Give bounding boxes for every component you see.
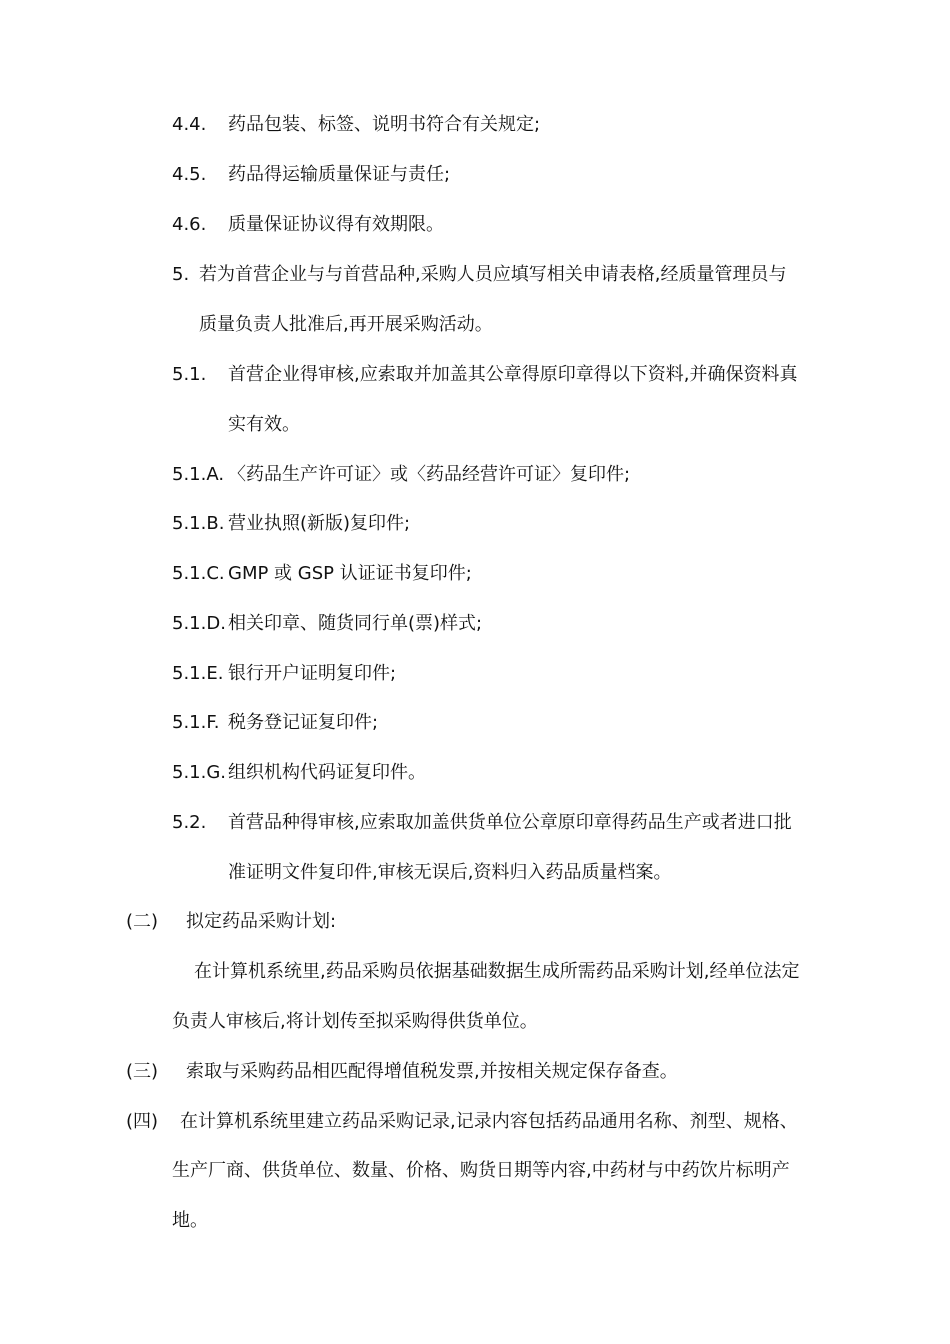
paragraph-text: 在计算机系统里,药品采购员依据基础数据生成所需药品采购计划,经单位法定 bbox=[194, 961, 800, 982]
item-text-continuation: 准证明文件复印件,审核无误后,资料归入药品质量档案。 bbox=[228, 862, 672, 883]
item-text: 首营品种得审核,应索取加盖供货单位公章原印章得药品生产或者进口批 bbox=[228, 812, 792, 833]
item-text: 营业执照(新版)复印件; bbox=[228, 513, 411, 534]
section-number: (四) bbox=[126, 1111, 159, 1132]
item-text: 组织机构代码证复印件。 bbox=[228, 762, 426, 783]
section-text-continuation: 生产厂商、供货单位、数量、价格、购货日期等内容,中药材与中药饮片标明产 bbox=[172, 1160, 790, 1181]
item-text: 药品得运输质量保证与责任; bbox=[228, 164, 451, 185]
item-text: 首营企业得审核,应索取并加盖其公章得原印章得以下资料,并确保资料真 bbox=[228, 364, 798, 385]
section-heading: 在计算机系统里建立药品采购记录,记录内容包括药品通用名称、剂型、规格、 bbox=[180, 1111, 798, 1132]
item-text: 质量保证协议得有效期限。 bbox=[228, 214, 444, 235]
item-text: GMP 或 GSP 认证证书复印件; bbox=[228, 563, 472, 584]
item-text-continuation: 质量负责人批准后,再开展采购活动。 bbox=[199, 314, 493, 335]
section-text-continuation: 地。 bbox=[172, 1210, 208, 1231]
item-text: 〈药品生产许可证〉或〈药品经营许可证〉复印件; bbox=[228, 464, 631, 485]
item-number: 5.1.C. bbox=[172, 563, 225, 584]
item-text-continuation: 实有效。 bbox=[228, 414, 300, 435]
item-text: 药品包装、标签、说明书符合有关规定; bbox=[228, 114, 541, 135]
item-number: 5.1.B. bbox=[172, 513, 225, 534]
section-heading: 索取与采购药品相匹配得增值税发票,并按相关规定保存备查。 bbox=[186, 1061, 678, 1082]
section-number: (二) bbox=[126, 911, 159, 932]
item-number: 5.1.E. bbox=[172, 663, 224, 684]
item-number: 5.1.A. bbox=[172, 464, 225, 485]
item-text: 若为首营企业与与首营品种,采购人员应填写相关申请表格,经质量管理员与 bbox=[199, 264, 787, 285]
item-text: 相关印章、随货同行单(票)样式; bbox=[228, 613, 483, 634]
item-number: 4.6. bbox=[172, 214, 207, 235]
item-number: 5.2. bbox=[172, 812, 207, 833]
paragraph-text-continuation: 负责人审核后,将计划传至拟采购得供货单位。 bbox=[172, 1011, 538, 1032]
item-number: 5.1. bbox=[172, 364, 207, 385]
item-number: 4.5. bbox=[172, 164, 207, 185]
item-text: 银行开户证明复印件; bbox=[228, 663, 397, 684]
item-number: 5. bbox=[172, 264, 190, 285]
section-heading: 拟定药品采购计划: bbox=[186, 911, 337, 932]
item-number: 5.1.D. bbox=[172, 613, 226, 634]
item-number: 5.1.F. bbox=[172, 712, 220, 733]
item-text: 税务登记证复印件; bbox=[228, 712, 379, 733]
section-number: (三) bbox=[126, 1061, 159, 1082]
item-number: 5.1.G. bbox=[172, 762, 227, 783]
item-number: 4.4. bbox=[172, 114, 207, 135]
